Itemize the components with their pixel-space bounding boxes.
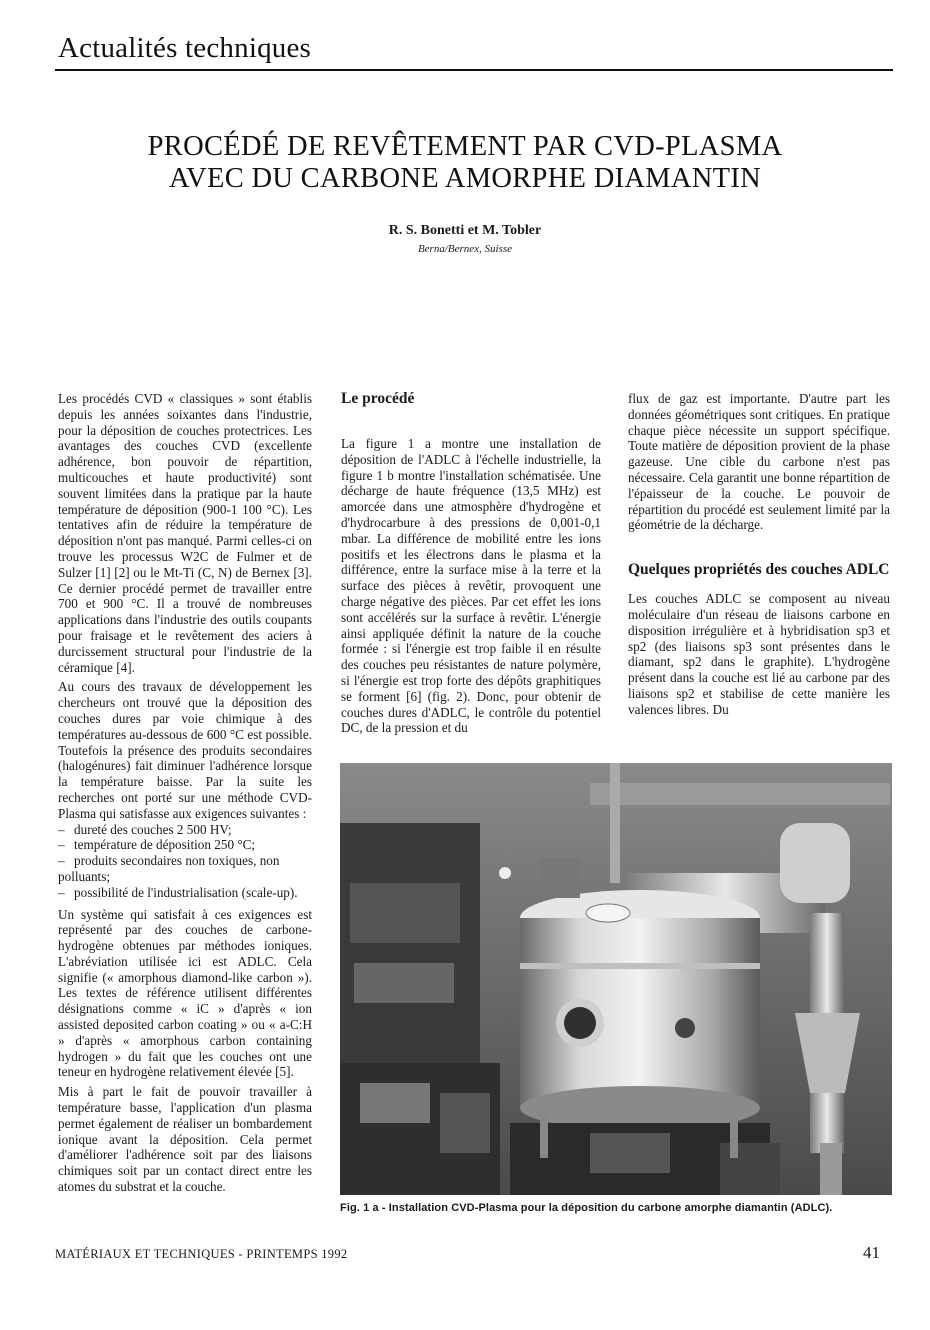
section-heading: Le procédé (341, 390, 415, 407)
paragraph: Mis à part le fait de pouvoir travailler à température basse, l'application d'un plasma permet également de réaliser un bombardement ionique avant la déposition. Cela permet d'améliorer l'adhérence soit par des liaisons chimiques soit par un contact direct entre les atomes du substrat et la couche. (58, 1084, 312, 1195)
figure-caption: Fig. 1 a - Installation CVD-Plasma pour la déposition du carbone amorphe diamantin (ADLC). (340, 1202, 833, 1214)
paragraph: flux de gaz est importante. D'autre part les données géométriques sont critiques. En pratique chaque pièce nécessite un support spécifique. Toute matière de déposition provient de la phase gazeuse. Une cible du carbone n'est pas nécessaire. Cela garantit une bonne répartition de l'épaisseur de la couche. Le pouvoir de répartition du procédé est seulement limité par la géométrie de la décharge. (628, 391, 890, 533)
list-item: – température de déposition 250 °C; (58, 837, 256, 853)
article-title (60, 131, 870, 195)
text-column-1 (58, 391, 312, 1195)
header-rule (55, 69, 893, 71)
list-item: – dureté des couches 2 500 HV; (58, 821, 232, 837)
journal-footer: MATÉRIAUX ET TECHNIQUES - PRINTEMPS 1992 (55, 1247, 348, 1261)
text-column-2 (341, 390, 601, 736)
requirements-list (58, 822, 312, 901)
section-title: Actualités techniques (58, 32, 312, 64)
paragraph: La figure 1 a montre une installation de déposition de l'ADLC à l'échelle industrielle, la figure 1 b montre l'installation schématisée. Une décharge de haute fréquence (13,5 MHz) est amorcée dans une atmosphère d'hydrogène et d'hydrocarbure à des pressions de 0,001-0,1 mbar. La différence de mobilité entre les ions positifs et les électrons dans le plasma et la différence, entre la surface mise à la terre et la surface des pièces à revêtir, provoquent une charge négative des pièces. Par cet effet les ions sont accélérés sur la surface à revêtir. L'énergie ainsi appliquée définit la nature de la couche formée : si l'énergie est trop faible il en résulte des couches peu résistantes de nature polymère, si l'énergie est trop forte des dépôts graphitiques se forment [6] (fig. 2). Donc, pour obtenir de couches dures d'ADLC, le contrôle du potentiel DC, de la pression et du (341, 436, 601, 736)
paragraph: Un système qui satisfait à ces exigences est représenté par des couches de carbone-hydrogène obtenues par méthodes ioniques. L'abréviation utilisée ici est ADLC. Cela signifie (« amorphous diamond-like carbon »). Les textes de référence utilisent différentes désignations comme « iC » d'après « ion assisted deposited carbon coating » ou « a-C:H » d'après « amorphous carbon containing hydrogen » du fait que les couches ont une teneur en hydrogène relativement élevée [5]. (58, 906, 312, 1080)
list-item: – possibilité de l'industrialisation (scale-up). (58, 884, 298, 900)
text-column-3 (628, 391, 890, 718)
article-authors: R. S. Bonetti et M. Tobler (388, 223, 542, 238)
section-heading: Quelques propriétés des couches ADLC (628, 561, 890, 579)
paragraph: Les couches ADLC se composent au niveau moléculaire d'un réseau de liaisons carbone en disposition irrégulière et à hybridisation sp3 et sp2 (des liaisons sp3 sont présentes dans le diamant, sp2 dans le graphite). L'hydrogène présent dans la couche est lié au carbone par des liaisons sp2 et stabilise de cette manière les valences libres. Du (628, 591, 890, 717)
figure-photo (340, 763, 892, 1195)
list-item: – produits secondaires non toxiques, non polluants; (58, 853, 280, 884)
article-title-line-2: AVEC DU CARBONE AMORPHE DIAMANTIN (168, 163, 762, 194)
article-title-line-1: PROCÉDÉ DE REVÊTEMENT PAR CVD-PLASMA (147, 131, 783, 162)
paragraph: Au cours des travaux de développement les chercheurs ont trouvé que la déposition des couches dures par voie chimique à des températures au-dessous de 600 °C est possible. Toutefois la présence des produits secondaires (halogénures) fait diminuer l'adhérence lorsque la température baisse. Par la suite les recherches ont porté sur une méthode CVD-Plasma qui satisfasse aux exigences suivantes : (58, 679, 312, 821)
page-number: 41 (863, 1243, 880, 1262)
paragraph: Les procédés CVD « classiques » sont établis depuis les années soixantes dans l'industrie, pour la déposition de couches protectrices. Les avantages des couches CVD (excellente adhérence, bon pouvoir de répartition, multicouches et haute productivité) sont souvent limitées dans la pratique par la haute température de déposition (900-1 100 °C). Les tentatives afin de réduire la température de déposition n'ont pas manqué. Parmi celles-ci on trouve les processus W2C de Fulmer et de Sulzer [1] [2] ou le Mt-Ti (C, N) de Bernex [3]. Ce dernier procédé permet de travailler entre 700 et 900 °C. Il a trouvé de nombreuses applications dans l'industrie des outils coupants pour fraisage et le revêtement des aciers à durcissement structural pour l'industrie de la céramique [4]. (58, 391, 312, 675)
article-affiliation: Berna/Bernex, Suisse (417, 243, 513, 255)
